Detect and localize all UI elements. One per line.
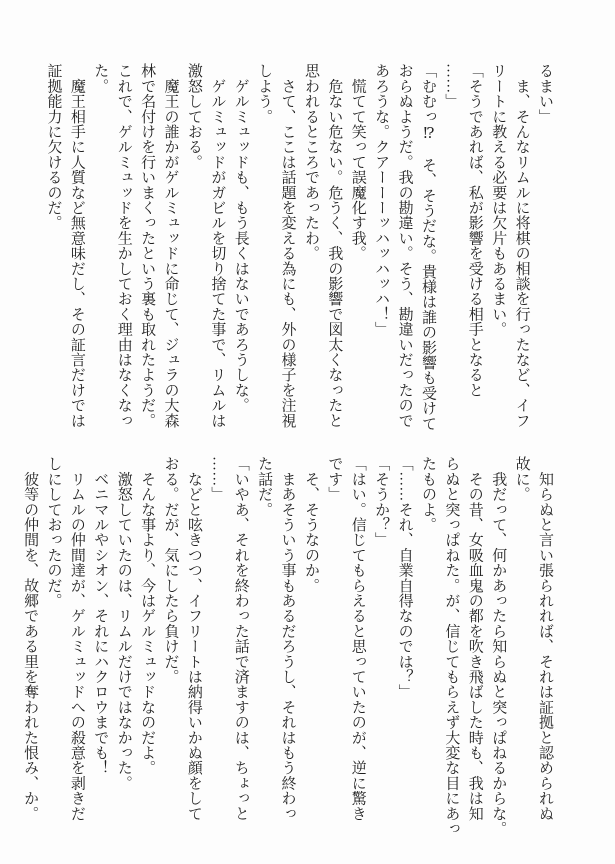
text-line: 「そうか？」 xyxy=(373,456,390,548)
text-line: た話だ。 xyxy=(256,456,273,517)
text-line: 故に。 xyxy=(513,456,530,502)
text-line: 我だって、何かあったら知らぬと突っぱねるからな。 xyxy=(490,456,507,836)
text-line: 「そうであれば、私が影響を受ける相手となると xyxy=(466,63,483,398)
text-line: 激怒しておる。 xyxy=(185,63,202,170)
text-line: そんな事より、今はゲルミュッドなのだよ。 xyxy=(139,456,156,776)
text-line: 彼等の仲間を、故郷である里を奪われた恨み、か。 xyxy=(22,456,39,821)
text-line: これで、ゲルミュッドを生かしておく理由はなくなっ xyxy=(115,63,132,428)
text-line: らぬと突っぱねた。が、信じてもらえず大変な目にあっ xyxy=(443,456,460,836)
text-line: ゲルミュッドがガビルを切り捨てた事で、リムルは xyxy=(209,63,226,428)
text-line: 危ない危ない。危うく、我の影響で図太くなったと xyxy=(326,63,343,428)
text-line: リートに教える必要は欠片もあるまい。 xyxy=(490,63,507,337)
text-line: 魔王の誰かがゲルミュッドに命じて、ジュラの大森 xyxy=(162,63,179,428)
text-line: た。 xyxy=(92,63,109,94)
text-line: あろうな。クアーーーッハッハッハ！」 xyxy=(373,63,390,337)
text-line: るまい」 xyxy=(537,63,553,124)
text-block-bottom xyxy=(18,456,556,836)
text-line: などと呟きつつ、イフリートは納得いかぬ顔をして xyxy=(185,456,202,821)
text-block-top xyxy=(41,63,556,431)
text-line: おらぬようだ。我の勘違い。そう、勘違いだったので xyxy=(396,63,413,428)
text-line: しよう。 xyxy=(256,63,273,124)
text-line: 「いやあ、それを終わった話で済ますのは、ちょっと xyxy=(232,456,249,821)
text-line: です」 xyxy=(326,456,343,502)
text-line: 「……それ、自業自得なのでは？」 xyxy=(396,456,413,700)
text-line: その昔、女吸血鬼の都を吹き飛ばした時も、我は知 xyxy=(466,456,483,821)
text-line: ゲルミュッドも、もう長くはないであろうしな。 xyxy=(232,63,249,413)
text-line: ……」 xyxy=(443,63,460,109)
text-line: 「むむっ⁉ そ、そうだな。貴様は誰の影響も受けて xyxy=(419,63,436,431)
text-line: おる。だが、気にしたら負けだ。 xyxy=(162,456,179,684)
text-line: そ、そうなのか。 xyxy=(302,456,319,593)
text-line: リムルの仲間達が、ゲルミュッドへの殺意を剥きだ xyxy=(68,456,85,821)
text-line: ま、そんなリムルに将棋の相談を行ったなど、イフ xyxy=(513,63,530,428)
text-line: さて、ここは話題を変える為にも、外の様子を注視 xyxy=(279,63,296,428)
text-line: 魔王相手に人質など無意味だし、その証言だけでは xyxy=(68,63,85,428)
text-line: 激怒していたのは、リムルだけではなかった。 xyxy=(115,456,132,791)
text-line: 林で名付けを行いまくったという裏も取れたようだ。 xyxy=(139,63,156,428)
text-line: まあそういう事もあるだろうし、それはもう終わっ xyxy=(279,456,296,821)
text-line: 慌てて笑って誤魔化す我。 xyxy=(349,63,366,261)
text-line: ……」 xyxy=(209,456,226,502)
text-line: しにしておったのだ。 xyxy=(45,456,62,608)
text-line: 知らぬと言い張られれば、それは証拠と認められぬ xyxy=(537,456,553,821)
text-line: たものよ。 xyxy=(419,456,436,532)
text-line: 「はい。信じてもらえると思っていたのが、逆に驚き xyxy=(349,456,366,821)
text-line: 思われるところであったわ。 xyxy=(302,63,319,261)
text-line: 証拠能力に欠けるのだ。 xyxy=(45,63,62,231)
text-line: ベニマルやシオン、それにハクロウまでも！ xyxy=(92,456,109,776)
